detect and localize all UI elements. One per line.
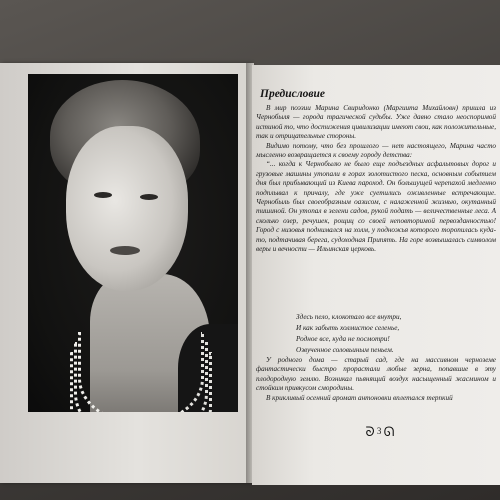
page-number: 3 (376, 426, 382, 437)
poem-line: И как забыть холмистое селенье, (296, 324, 400, 332)
poem-line: Здесь пело, клокотало все внутри, (296, 313, 402, 321)
pearl-necklace-strand (70, 352, 212, 412)
portrait-right-eye (140, 194, 158, 200)
paragraph: У родного дома — старый сад, где на массивном черноземе фантастически быстро прорастали любые зерна, попавшие в эту плодородную землю. Возникал пьянящий воздух насыщенный жасмином и стойким привкусом смородины. (256, 356, 496, 393)
ornament-right-icon: ᘏ (383, 424, 395, 439)
portrait-left-eye (94, 192, 112, 198)
ornament-left-icon: ᘐ (365, 424, 375, 439)
poem-stanza (296, 312, 496, 356)
portrait-photo (28, 74, 238, 412)
portrait-lips (110, 246, 140, 255)
paragraph: “... когда к Чернобылю не было еще подъездных асфальтовых дорог и грузовые машины утопали в горах золотистого песка, основным событием дня был прибывающий из Киева пароход. Он большущей черепахой медленно подплывал к причалу, где уже суетились оживленные встречающие. Чернобыль был своеобразным оазисом, с налаженной жизнью, окутанный тишиной. Он утопал в зелени садов, рукой подать — величественные леса. А сколько озер, речушек, рощиц со своей неповторимой первозданностью! Город с низовья поднимался на холм, у подножья которого торопилась куда-то, подтачивая берега, судоходная Припять. На горе возвышалась символом веры и вечности — Ильинская церковь. (256, 160, 496, 254)
portrait-face (66, 126, 188, 291)
preface-text-continued (256, 356, 496, 403)
paragraph: В мир поэзии Марина Свиридонко (Маргиита Михайловн) пришла из Чернобыля — города трагической судьбы. Уже давно стало неоспоримой истиной то, что достижения цивилизации имеют свои, как положительные, так и отрицательные стороны. (256, 104, 496, 141)
paragraph: Видимо потому, что без прошлого — нет настоящего, Марина часто мысленно возвращается к своему городу детства: (256, 141, 496, 160)
page-footer (340, 424, 420, 440)
poem-line: Озвученное соловьиным пеньем. (296, 346, 394, 354)
poem-line: Родное все, куда не посмотри! (296, 335, 390, 343)
paragraph: В крикливый осенний аромат антоновки вплетался терпкий (266, 393, 453, 402)
page-heading: Предисловие (260, 88, 326, 100)
preface-text (256, 104, 496, 255)
